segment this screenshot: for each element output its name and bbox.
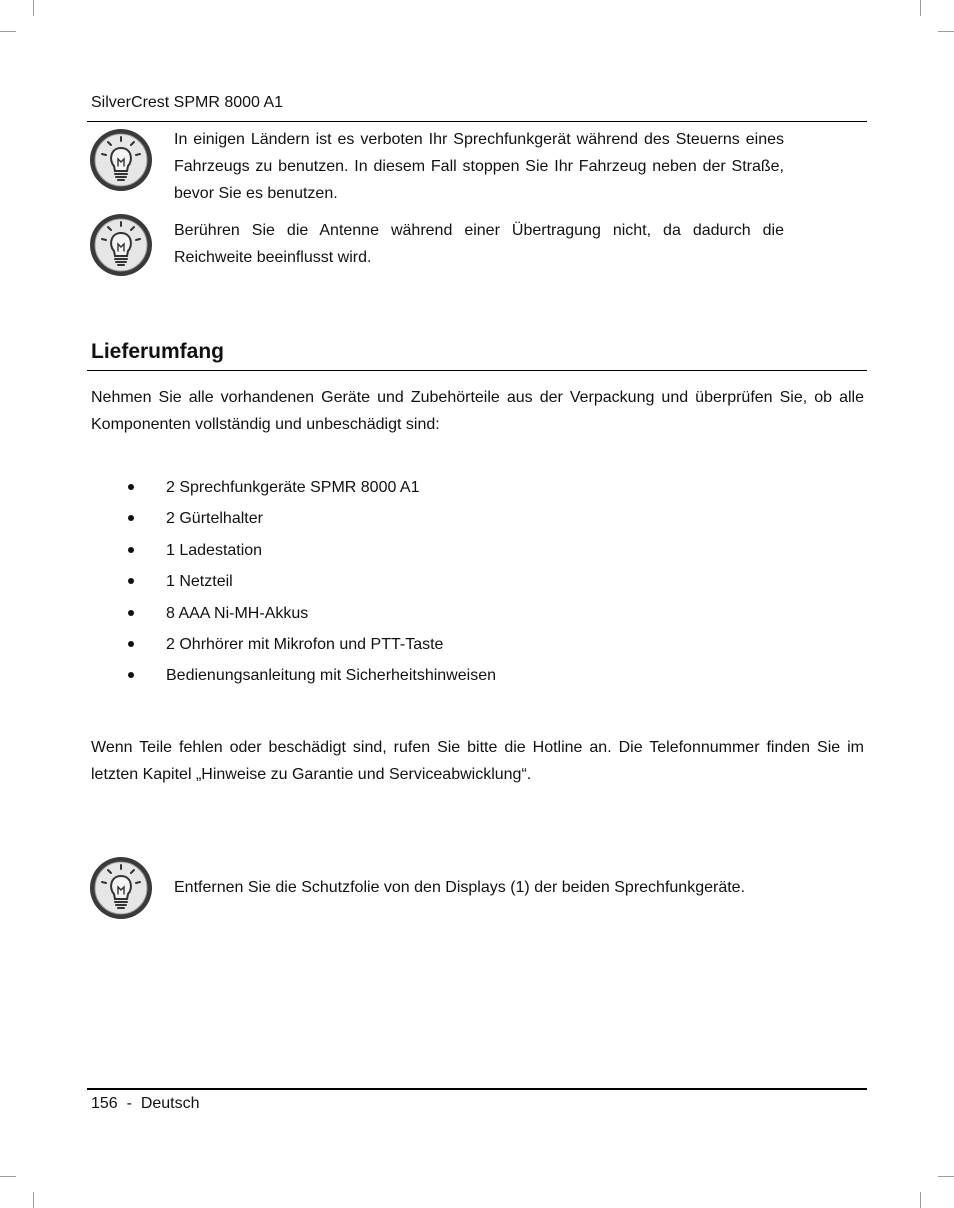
note-text: In einigen Ländern ist es verboten Ihr Sprechfunkgerät während des Steuerns eines Fahrzeugs zu benutzen. In diesem Fall stoppen Sie Ihr Fahrzeug neben der Straße, bevor Sie es benutzen. bbox=[174, 131, 784, 202]
crop-mark bbox=[938, 31, 954, 32]
section-title: Lieferumfang bbox=[91, 340, 225, 363]
bullet bbox=[128, 547, 134, 553]
crop-mark bbox=[938, 1176, 954, 1177]
bullet bbox=[128, 672, 134, 678]
footer-separator: - bbox=[126, 1095, 132, 1112]
note-text: Entfernen Sie die Schutzfolie von den Displays (1) der beiden Sprechfunkgeräte. bbox=[174, 879, 746, 896]
list-item: 2 Gürtelhalter bbox=[128, 503, 496, 534]
page-footer bbox=[91, 1095, 200, 1113]
header-rule bbox=[87, 121, 867, 122]
bullet bbox=[128, 610, 134, 616]
section-rule bbox=[87, 370, 867, 371]
list-item: 8 AAA Ni-MH-Akkus bbox=[128, 598, 496, 629]
crop-mark bbox=[33, 1192, 34, 1208]
list-item: 2 Sprechfunkgeräte SPMR 8000 A1 bbox=[128, 472, 496, 503]
page-number: 156 bbox=[91, 1095, 118, 1112]
note-text: Berühren Sie die Antenne während einer Übertragung nicht, da dadurch die Reichweite beeinflusst wird. bbox=[174, 222, 784, 266]
crop-mark bbox=[0, 1176, 16, 1177]
list-item: Bedienungsanleitung mit Sicherheitshinweisen bbox=[128, 660, 496, 691]
running-header: SilverCrest SPMR 8000 A1 bbox=[91, 94, 284, 111]
crop-mark bbox=[33, 0, 34, 16]
bullet bbox=[128, 484, 134, 490]
lightbulb-icon bbox=[87, 854, 155, 922]
list-item: 1 Netzteil bbox=[128, 566, 496, 597]
lightbulb-icon bbox=[87, 126, 155, 194]
bullet bbox=[128, 578, 134, 584]
note-driving bbox=[87, 126, 787, 206]
lightbulb-icon bbox=[87, 211, 155, 279]
footer-rule bbox=[87, 1088, 867, 1090]
intro-paragraph: Nehmen Sie alle vorhandenen Geräte und Zubehörteile aus der Verpackung und überprüfen Sie, ob alle Komponenten vollständig und unbeschädigt sind: bbox=[91, 389, 864, 433]
crop-mark bbox=[920, 0, 921, 16]
bullet bbox=[128, 515, 134, 521]
list-item: 1 Ladestation bbox=[128, 535, 496, 566]
bullet bbox=[128, 641, 134, 647]
note-antenna bbox=[87, 211, 787, 281]
footer-language: Deutsch bbox=[140, 1095, 200, 1112]
contents-list bbox=[128, 472, 496, 692]
list-item: 2 Ohrhörer mit Mikrofon und PTT-Taste bbox=[128, 629, 496, 660]
missing-parts-paragraph: Wenn Teile fehlen oder beschädigt sind, rufen Sie bitte die Hotline an. Die Telefonnummer finden Sie im letzten Kapitel „Hinweise zu Garantie und Serviceabwicklung“. bbox=[91, 739, 864, 783]
crop-mark bbox=[0, 31, 16, 32]
crop-mark bbox=[920, 1192, 921, 1208]
note-protective-film bbox=[87, 854, 787, 924]
